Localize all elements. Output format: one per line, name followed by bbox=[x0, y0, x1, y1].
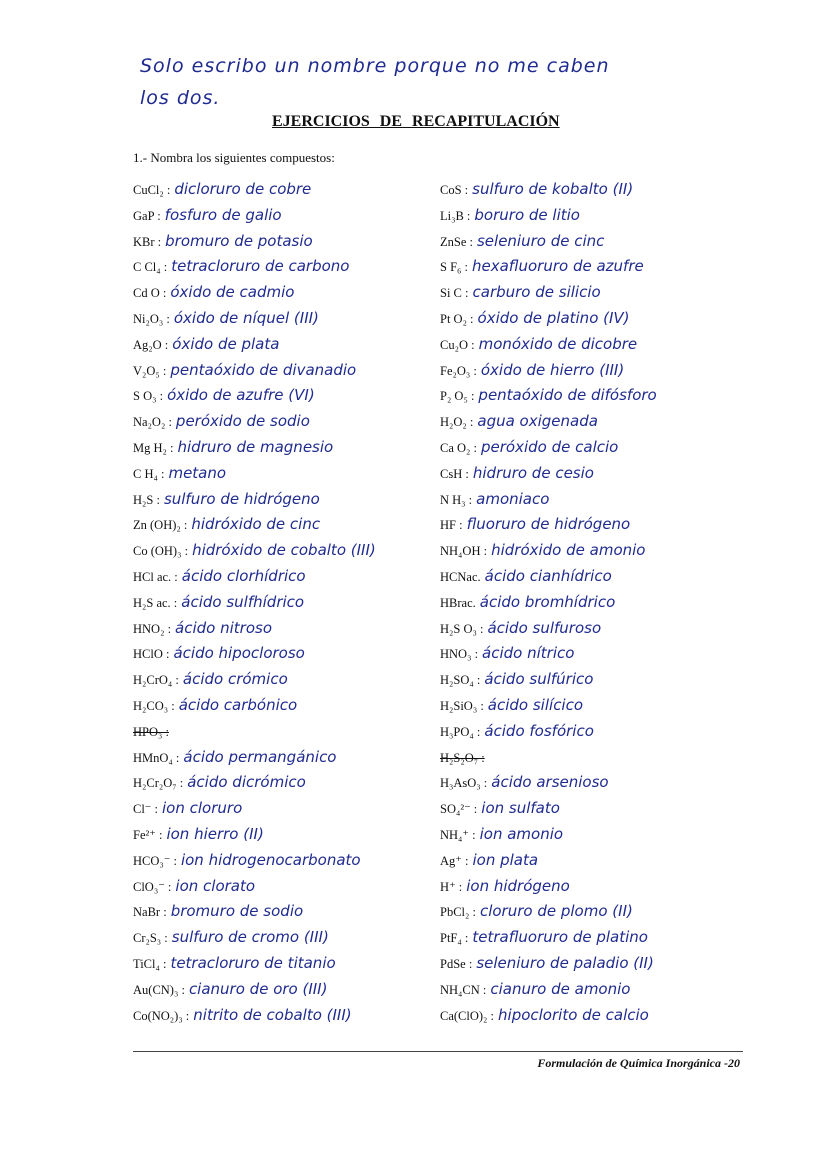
compound-row bbox=[440, 950, 828, 976]
handwritten-answer: pentaóxido de divanadio bbox=[170, 360, 357, 379]
handwritten-answer: ácido nitroso bbox=[175, 618, 273, 637]
compound-formula: HCNac. bbox=[440, 569, 481, 584]
compound-formula: H₂CrO₄ : bbox=[133, 673, 179, 688]
compound-formula: H₂S₂O₇ : bbox=[440, 750, 485, 765]
handwritten-answer: dicloruro de cobre bbox=[174, 180, 312, 198]
handwritten-answer: seleniuro de cinc bbox=[476, 231, 605, 250]
compound-row bbox=[440, 434, 828, 460]
compound-row bbox=[440, 976, 828, 1002]
compound-formula: HClO : bbox=[133, 647, 170, 662]
compound-formula: PdSe : bbox=[440, 956, 473, 971]
compound-formula: P₂ O₅ : bbox=[440, 389, 475, 404]
handwritten-answer: ion hierro (II) bbox=[166, 824, 264, 843]
handwritten-answer: nitrito de cobalto (III) bbox=[193, 1005, 352, 1024]
compound-row bbox=[440, 253, 828, 279]
compound-formula: H₂S ac. : bbox=[133, 595, 178, 610]
compound-row bbox=[440, 228, 828, 254]
compound-formula: CoS : bbox=[440, 183, 469, 197]
compound-row bbox=[440, 847, 828, 873]
handwritten-answer: cianuro de amonio bbox=[490, 979, 631, 998]
compound-row bbox=[440, 1002, 828, 1028]
handwritten-answer: fosfuro de galio bbox=[164, 205, 282, 224]
handwritten-answer: seleniuro de paladio (II) bbox=[476, 953, 654, 972]
compound-formula: NH₄⁺ : bbox=[440, 827, 476, 842]
compound-formula: NaBr : bbox=[133, 905, 167, 920]
compound-formula: C H₄ : bbox=[133, 466, 165, 481]
compound-formula: S O₃ : bbox=[133, 389, 164, 404]
right-column bbox=[440, 176, 828, 1027]
handwritten-answer: carburo de silicio bbox=[472, 283, 601, 302]
compound-formula: NH₄CN : bbox=[440, 982, 487, 997]
handwritten-answer: tetrafluoruro de platino bbox=[472, 928, 648, 947]
compound-formula: H₂O₂ : bbox=[440, 415, 474, 430]
handwritten-answer: hidruro de cesio bbox=[472, 463, 594, 482]
compound-formula: Ag₂O : bbox=[133, 337, 169, 352]
compound-formula: Co (OH)₃ : bbox=[133, 544, 189, 559]
compound-formula: Zn (OH)₂ : bbox=[133, 518, 188, 533]
handwritten-answer: ácido crómico bbox=[182, 670, 288, 689]
compound-formula: Li₃B : bbox=[440, 208, 471, 223]
compound-formula: Fe₂O₃ : bbox=[440, 363, 477, 378]
compound-formula: N H₃ : bbox=[440, 492, 473, 507]
handwritten-answer: ácido bromhídrico bbox=[479, 592, 616, 611]
handwritten-answer: ácido dicrómico bbox=[187, 773, 306, 792]
compound-formula: Fe²⁺ : bbox=[133, 827, 163, 842]
compound-formula: Na₂O₂ : bbox=[133, 415, 172, 430]
compound-formula: Cl⁻ : bbox=[133, 802, 159, 817]
compound-row bbox=[440, 718, 828, 744]
handwritten-answer: fluoruro de hidrógeno bbox=[466, 515, 631, 534]
compound-formula: Pt O₂ : bbox=[440, 311, 474, 326]
compound-formula: H₂SO₄ : bbox=[440, 673, 481, 688]
handwritten-answer: ion hidrógeno bbox=[466, 876, 570, 895]
handwritten-answer: peróxido de calcio bbox=[481, 437, 619, 456]
compound-formula: H₃AsO₃ : bbox=[440, 776, 488, 791]
compound-row bbox=[440, 640, 828, 666]
handwritten-answer: metano bbox=[168, 463, 227, 482]
handwritten-answer: óxido de hierro (III) bbox=[480, 360, 625, 379]
compound-row bbox=[440, 305, 828, 331]
compound-formula: C Cl₄ : bbox=[133, 260, 168, 275]
handwritten-answer: sulfuro de cromo (III) bbox=[171, 928, 329, 947]
handwritten-answer: óxido de plata bbox=[172, 334, 280, 353]
compound-row bbox=[440, 898, 828, 924]
compound-formula: ClO₃⁻ : bbox=[133, 879, 172, 894]
handwritten-answer: óxido de platino (IV) bbox=[477, 308, 630, 327]
handwritten-answer: ácido sulfhídrico bbox=[181, 592, 305, 611]
compound-row bbox=[440, 486, 828, 512]
compound-formula: Ca O₂ : bbox=[440, 440, 477, 455]
handwritten-answer: hidróxido de cobalto (III) bbox=[192, 541, 376, 560]
compound-row bbox=[440, 821, 828, 847]
handwritten-answer: hidróxido de amonio bbox=[491, 541, 646, 560]
handwritten-answer: pentaóxido de difósforo bbox=[478, 386, 657, 405]
compound-row bbox=[440, 692, 828, 718]
handwritten-answer: ácido sulfúrico bbox=[484, 670, 594, 689]
handwritten-answer: ácido sulfuroso bbox=[487, 618, 602, 637]
compound-formula: Ag⁺ : bbox=[440, 853, 469, 868]
compound-formula: H₃PO₄ : bbox=[440, 724, 481, 739]
compound-formula: V₂O₅ : bbox=[133, 363, 167, 378]
compound-formula: GaP : bbox=[133, 208, 161, 223]
compound-formula: Mg H₂ : bbox=[133, 440, 174, 455]
compound-formula: CuCl₂ : bbox=[133, 183, 171, 197]
compound-formula: Si C : bbox=[440, 286, 469, 301]
compound-formula: H₂SiO₃ : bbox=[440, 698, 484, 713]
compound-formula: H₂CO₃ : bbox=[133, 698, 175, 713]
footer-divider bbox=[133, 1051, 743, 1052]
handwritten-answer: ácido fosfórico bbox=[484, 721, 594, 740]
compound-formula: HCl ac. : bbox=[133, 569, 178, 584]
compound-row bbox=[440, 408, 828, 434]
compound-formula: HNO₂ : bbox=[133, 621, 172, 636]
handwritten-answer: óxido de cadmio bbox=[170, 283, 295, 302]
handwritten-answer: hipoclorito de calcio bbox=[498, 1005, 649, 1024]
compound-formula: ZnSe : bbox=[440, 234, 473, 249]
handwritten-answer: boruro de litio bbox=[474, 205, 580, 224]
compound-row bbox=[440, 744, 828, 770]
handwritten-answer: tetracloruro de titanio bbox=[170, 953, 336, 972]
compound-formula: HPO₃ : bbox=[133, 724, 169, 739]
page-footer: Formulación de Química Inorgánica -20 bbox=[537, 1056, 740, 1070]
handwritten-answer: sulfuro de kobalto (II) bbox=[472, 180, 634, 198]
compound-formula: KBr : bbox=[133, 234, 162, 249]
compound-row bbox=[440, 666, 828, 692]
instruction: 1.- Nombra los siguientes compuestos: bbox=[133, 150, 335, 165]
handwritten-answer: cloruro de plomo (II) bbox=[479, 902, 633, 921]
handwritten-answer: ácido cianhídrico bbox=[484, 566, 612, 585]
handwritten-answer: ácido carbónico bbox=[178, 695, 298, 714]
handwritten-answer: ácido arsenioso bbox=[491, 773, 609, 792]
handwritten-answer: ion cloruro bbox=[162, 799, 243, 818]
handwritten-answer: ion clorato bbox=[175, 876, 256, 895]
compound-formula: PbCl₂ : bbox=[440, 905, 476, 920]
compound-formula: SO₄²⁻ : bbox=[440, 802, 478, 817]
compound-formula: S F₆ : bbox=[440, 260, 468, 275]
handwritten-answer: bromuro de sodio bbox=[170, 902, 304, 921]
compound-formula: HF : bbox=[440, 518, 463, 533]
handwritten-answer: ácido hipocloroso bbox=[173, 644, 305, 663]
handwritten-answer: hidruro de magnesio bbox=[177, 437, 334, 456]
handwritten-answer: ácido clorhídrico bbox=[181, 566, 306, 585]
compound-formula: Ca(ClO)₂ : bbox=[440, 1008, 495, 1023]
handwritten-answer: ion amonio bbox=[479, 824, 564, 843]
compound-row bbox=[440, 924, 828, 950]
compound-formula: PtF₄ : bbox=[440, 931, 469, 946]
handwritten-answer: ácido permangánico bbox=[183, 747, 337, 766]
compound-row bbox=[440, 589, 828, 615]
compound-formula: Cr₂S₃ : bbox=[133, 931, 168, 946]
compound-formula: NH₄OH : bbox=[440, 544, 488, 559]
handwritten-answer: cianuro de oro (III) bbox=[188, 979, 328, 998]
compound-formula: H₂Cr₂O₇ : bbox=[133, 776, 184, 791]
compound-formula: HCO₃⁻ : bbox=[133, 853, 177, 868]
compound-formula: Cu₂O : bbox=[440, 337, 475, 352]
compound-formula: H₂S O₃ : bbox=[440, 621, 484, 636]
compound-formula: HNO₃ : bbox=[440, 647, 479, 662]
handwritten-answer: bromuro de potasio bbox=[165, 231, 313, 250]
handwritten-answer: sulfuro de hidrógeno bbox=[163, 489, 320, 508]
compound-row bbox=[440, 460, 828, 486]
handwritten-note bbox=[140, 50, 740, 114]
handwritten-answer: hexafluoruro de azufre bbox=[472, 257, 644, 276]
compound-row bbox=[440, 331, 828, 357]
compound-row bbox=[440, 382, 828, 408]
handwritten-answer: amoniaco bbox=[476, 489, 550, 508]
compound-row bbox=[440, 537, 828, 563]
handwritten-answer: ácido nítrico bbox=[482, 644, 575, 663]
compound-formula: Au(CN)₃ : bbox=[133, 982, 185, 997]
compound-row bbox=[440, 511, 828, 537]
compound-row bbox=[440, 615, 828, 641]
handwritten-answer: ion hidrogenocarbonato bbox=[180, 850, 361, 869]
page-title: EJERCICIOS DE RECAPITULACIÓN bbox=[272, 113, 560, 130]
note-line-2: los dos. bbox=[140, 87, 221, 109]
compound-row bbox=[440, 357, 828, 383]
note-line-1: Solo escribo un nombre porque no me caben bbox=[140, 55, 610, 77]
compound-formula: Co(NO₂)₃ : bbox=[133, 1008, 190, 1023]
compound-row bbox=[440, 563, 828, 589]
compound-formula: HMnO₄ : bbox=[133, 750, 180, 765]
compound-formula: TiCl₄ : bbox=[133, 956, 167, 971]
compound-formula: H₂S : bbox=[133, 492, 160, 507]
compound-row bbox=[440, 279, 828, 305]
compound-row bbox=[440, 873, 828, 899]
compound-row bbox=[440, 176, 828, 202]
compound-formula: Ni₂O₃ : bbox=[133, 311, 170, 326]
compound-formula: Cd O : bbox=[133, 286, 167, 301]
handwritten-answer: ion plata bbox=[472, 850, 539, 869]
compound-row bbox=[440, 202, 828, 228]
handwritten-answer: hidróxido de cinc bbox=[191, 515, 321, 534]
compound-row bbox=[440, 795, 828, 821]
handwritten-answer: monóxido de dicobre bbox=[478, 334, 638, 353]
compound-formula: HBrac. bbox=[440, 595, 476, 610]
handwritten-answer: tetracloruro de carbono bbox=[171, 257, 350, 276]
compound-formula: CsH : bbox=[440, 466, 469, 481]
handwritten-answer: óxido de níquel (III) bbox=[173, 308, 319, 327]
handwritten-answer: agua oxigenada bbox=[477, 412, 598, 431]
handwritten-answer: óxido de azufre (VI) bbox=[167, 386, 315, 405]
handwritten-answer: peróxido de sodio bbox=[175, 412, 310, 431]
handwritten-answer: ion sulfato bbox=[481, 799, 560, 818]
compound-row bbox=[440, 769, 828, 795]
compound-formula: H⁺ : bbox=[440, 879, 463, 894]
handwritten-answer: ácido silícico bbox=[487, 695, 584, 714]
